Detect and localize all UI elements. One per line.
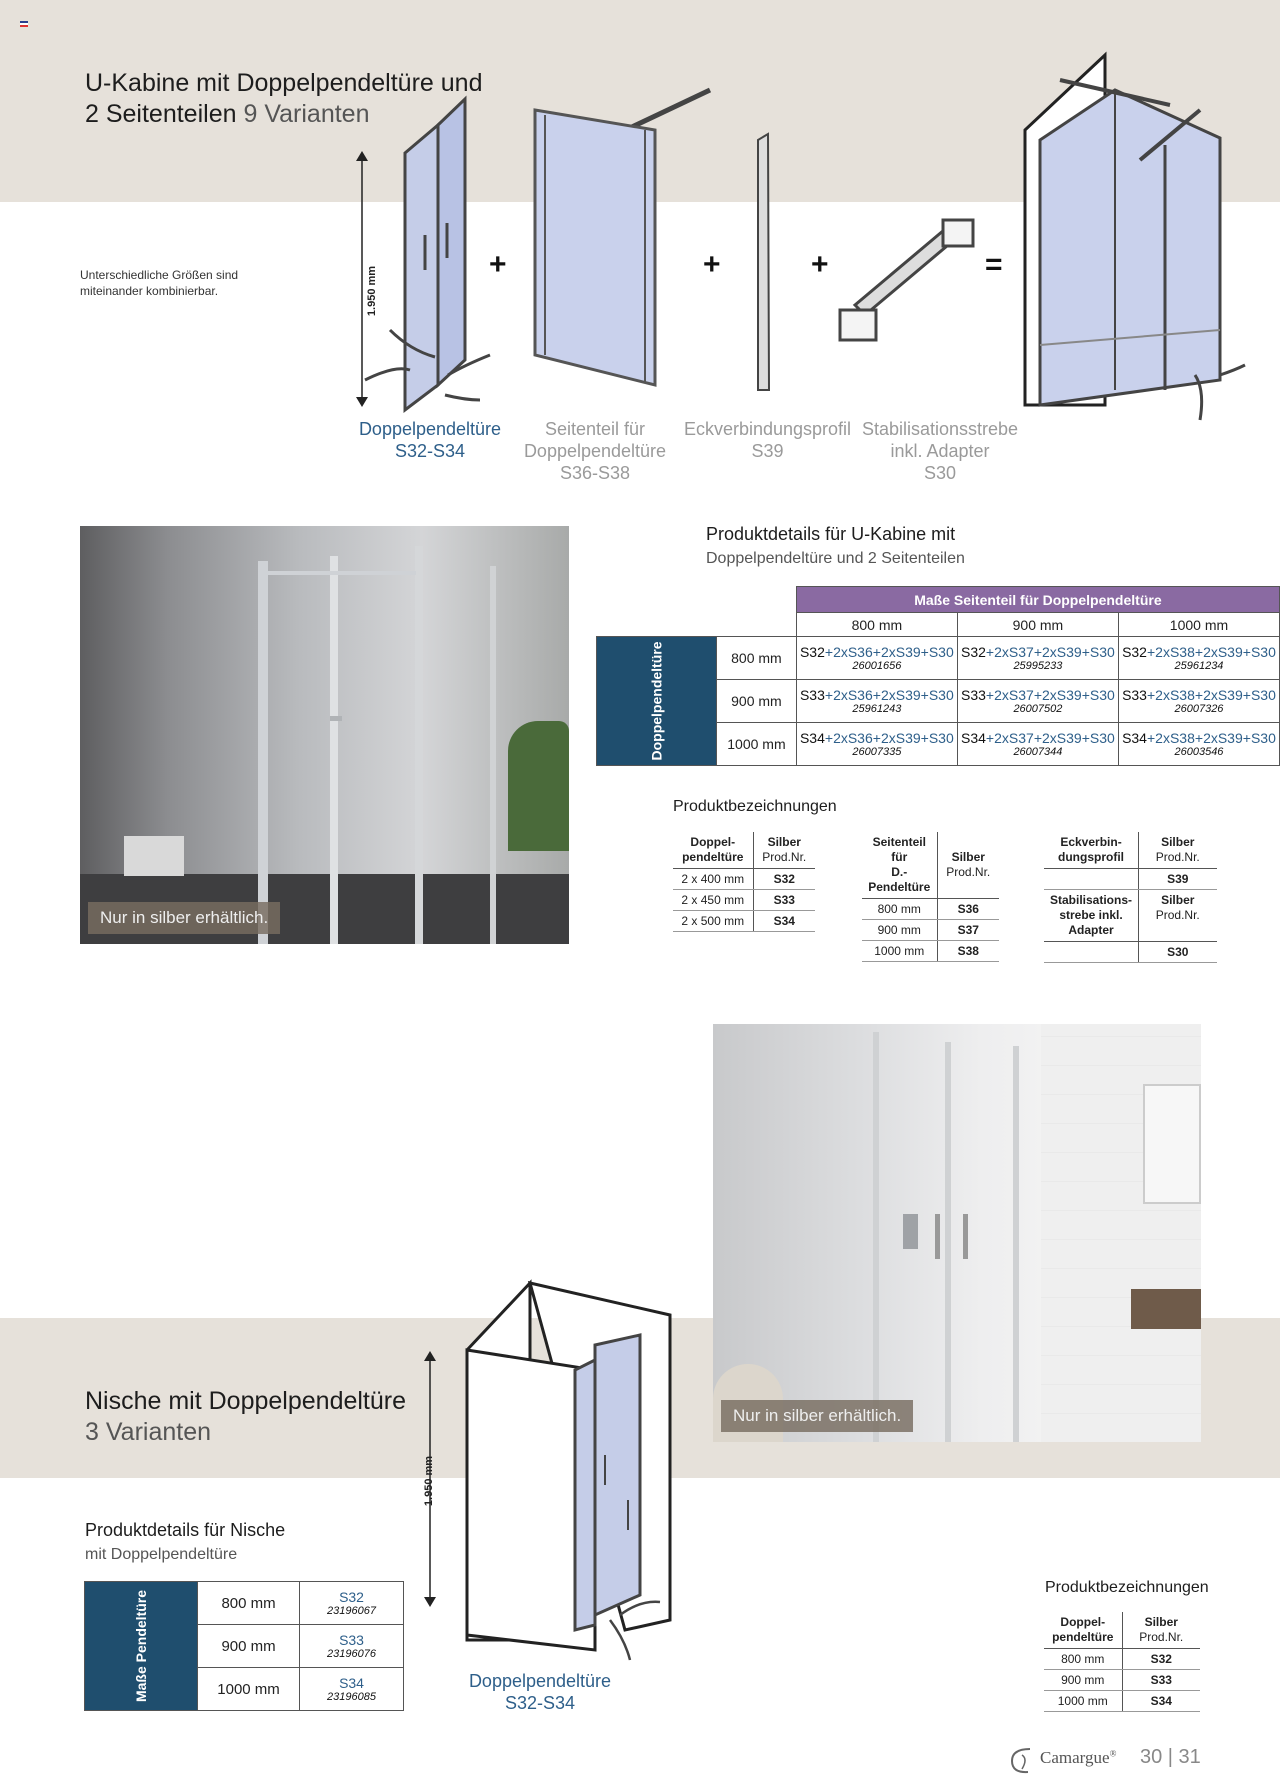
table-row: S30 — [1044, 942, 1217, 963]
brand-logo-icon — [1008, 1745, 1036, 1775]
table-row: 900 mm S37 — [862, 920, 999, 941]
page-numbers: 30 | 31 — [1140, 1746, 1201, 1768]
table-row: 2 x 500 mm S34 — [673, 911, 815, 932]
equals-operator: = — [985, 248, 1003, 281]
matrix-header: Maße Seitenteil für Doppelpendeltüre — [796, 587, 1279, 613]
silver-only-label: Nur in silber erhältlich. — [721, 1400, 913, 1432]
table-row: 800 mm S36 — [862, 899, 999, 920]
niche-cell: S32 23196067 — [300, 1582, 404, 1625]
table-row: 2 x 450 mm S33 — [673, 890, 815, 911]
matrix-cell: S32+2xS36+2xS39+S30 26001656 — [796, 637, 957, 680]
matrix-cell: S32+2xS37+2xS39+S30 25995233 — [957, 637, 1118, 680]
shower-photo-u-cabin — [80, 526, 569, 944]
table-row: S39 — [1044, 869, 1217, 890]
u-cabin-diagram — [1020, 50, 1245, 430]
component-caption-side: Seitenteil für Doppelpendeltüre S36-S38 — [523, 419, 667, 483]
height-label: 1.950 mm — [423, 1455, 436, 1507]
niche-size: 900 mm — [198, 1625, 300, 1668]
plus-operator: + — [703, 248, 721, 281]
accessory-designation-table: Eckverbin- dungsprofil Silber Prod.Nr. S39 Stabilisations- strebe inkl. Adapter Silber Prod.Nr. S30 — [1044, 832, 1217, 963]
niche-cell: S34 23196085 — [300, 1668, 404, 1711]
matrix-row-axis: Doppelpendeltüre — [597, 637, 717, 766]
plus-operator: + — [811, 248, 829, 281]
niche-designation-table: Doppel- pendeltüre Silber Prod.Nr. 800 mm S32 900 mm S33 1000 mm S34 — [1044, 1612, 1200, 1712]
niche-designations-title: Produktbezeichnungen — [1045, 1579, 1209, 1596]
niche-diagram — [420, 1280, 680, 1670]
row-label: 1000 mm — [717, 723, 797, 766]
niche-details-title: Produktdetails für Nische — [85, 1520, 286, 1540]
niche-size: 800 mm — [198, 1582, 300, 1625]
variant-matrix — [596, 586, 1280, 766]
flag-icon — [20, 21, 28, 27]
matrix-cell: S32+2xS38+2xS39+S30 25961234 — [1118, 637, 1279, 680]
stabilizer-diagram — [835, 210, 985, 345]
brand-name: Camargue® — [1040, 1748, 1117, 1767]
table-row: 1000 mm S38 — [862, 941, 999, 962]
details-subtitle: Doppelpendeltüre und 2 Seitenteilen — [706, 550, 965, 567]
matrix-cell: S33+2xS38+2xS39+S30 26007326 — [1118, 680, 1279, 723]
side-panel-diagram — [530, 85, 720, 385]
height-label: 1.950 mm — [366, 265, 379, 317]
side-panel-designation-table: Seitenteil für D.-Pendeltüre Silber Prod.Nr. 800 mm S36 900 mm S37 1000 mm S38 — [862, 832, 999, 962]
silver-only-label: Nur in silber erhältlich. — [88, 902, 280, 934]
niche-details-subtitle: mit Doppelpendeltüre — [85, 1546, 238, 1563]
door-designation-table: Doppel- pendeltüre Silber Prod.Nr. 2 x 400 mm S32 2 x 450 mm S33 2 x 500 mm S34 — [673, 832, 815, 932]
row-label: 900 mm — [717, 680, 797, 723]
plus-operator: + — [489, 248, 507, 281]
niche-axis: Maße Pendeltüre — [85, 1582, 198, 1711]
row-label: 800 mm — [717, 637, 797, 680]
matrix-cell: S33+2xS36+2xS39+S30 25961243 — [796, 680, 957, 723]
corner-profile-diagram — [755, 132, 775, 392]
col-header: 1000 mm — [1118, 613, 1279, 637]
matrix-cell: S34+2xS37+2xS39+S30 26007344 — [957, 723, 1118, 766]
table-row: 1000 mm S34 — [1044, 1691, 1200, 1712]
niche-variant-table — [84, 1581, 404, 1711]
section2-title: Nische mit Doppelpendeltüre 3 Varianten — [85, 1387, 407, 1446]
section1-title: U-Kabine mit Doppelpendeltüre und 2 Seitenteilen 9 Varianten — [85, 69, 483, 128]
combination-note: Unterschiedliche Größen sind miteinander kombinierbar. — [80, 268, 239, 298]
table-row: 2 x 400 mm S32 — [673, 869, 815, 890]
niche-size: 1000 mm — [198, 1668, 300, 1711]
component-caption-profile: Eckverbindungsprofil S39 — [683, 419, 852, 461]
double-door-diagram — [350, 95, 500, 415]
designations-title: Produktbezeichnungen — [673, 798, 837, 815]
niche-cell: S33 23196076 — [300, 1625, 404, 1668]
component-caption-door: Doppelpendeltüre S32-S34 — [358, 419, 502, 461]
table-row: 900 mm S33 — [1044, 1670, 1200, 1691]
shower-photo-niche — [713, 1024, 1201, 1442]
component-caption-stabilizer: Stabilisationsstrebe inkl. Adapter S30 — [861, 419, 1019, 483]
matrix-cell: S34+2xS38+2xS39+S30 26003546 — [1118, 723, 1279, 766]
table-row: 800 mm S32 — [1044, 1649, 1200, 1670]
col-header: 800 mm — [796, 613, 957, 637]
niche-caption: Doppelpendeltüre S32-S34 — [468, 1671, 612, 1713]
details-title: Produktdetails für U-Kabine mit — [706, 524, 956, 544]
col-header: 900 mm — [957, 613, 1118, 637]
matrix-cell: S33+2xS37+2xS39+S30 26007502 — [957, 680, 1118, 723]
matrix-cell: S34+2xS36+2xS39+S30 26007335 — [796, 723, 957, 766]
